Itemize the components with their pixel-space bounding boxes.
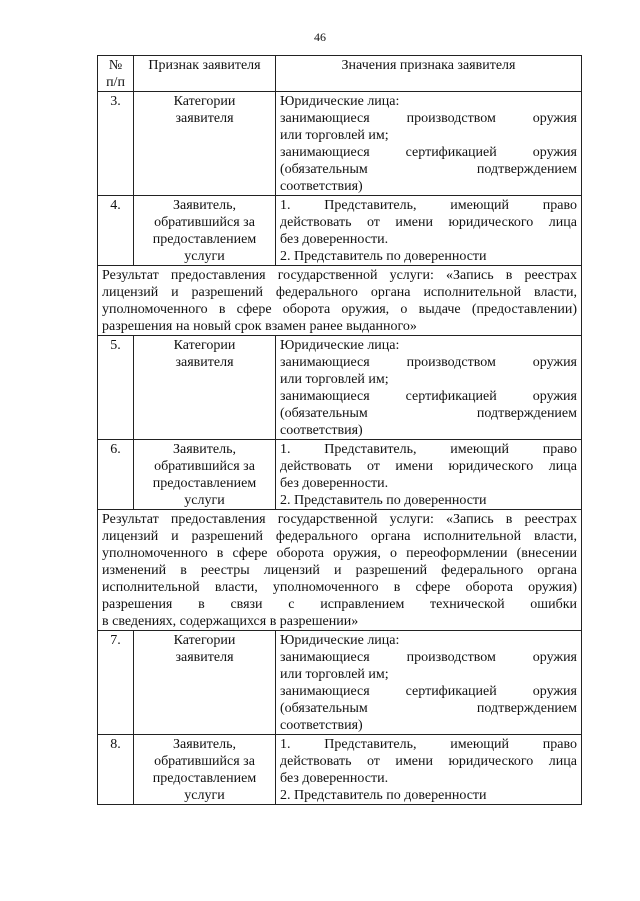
value-line: действовать от имени юридического лица (280, 215, 577, 230)
value-line: 2. Представитель по доверенности (280, 788, 487, 803)
value-line: (обязательным подтверждением (280, 162, 577, 177)
row-number: 6. (98, 440, 134, 510)
result-line: уполномоченного в сфере оборота оружия, о переоформлении (внесении (102, 546, 577, 561)
row-attribute (134, 92, 276, 196)
result-line: разрешения на новый срок взамен ранее выданного» (102, 319, 417, 334)
result-line: изменений в реестры лицензий и разрешений федерального органа (102, 563, 577, 578)
result-line: разрешения в связи с исправлением технической ошибки (102, 597, 577, 612)
header-attribute: Признак заявителя (134, 56, 276, 92)
row-number: 5. (98, 336, 134, 440)
value-line: 1. Представитель, имеющий право (280, 737, 577, 752)
result-line: в сведениях, содержащихся в разрешении» (102, 614, 359, 629)
table-row (98, 440, 582, 510)
table-row (98, 196, 582, 266)
attr-line: Заявитель, (173, 198, 236, 213)
table-row (98, 735, 582, 805)
attr-line: обратившийся за (154, 459, 255, 474)
value-line: занимающиеся производством оружия (280, 111, 577, 126)
result-row (98, 510, 582, 631)
value-line: (обязательным подтверждением (280, 701, 577, 716)
row-number: 8. (98, 735, 134, 805)
row-values (276, 196, 582, 266)
result-line: лицензий и разрешений федерального органа исполнительной власти, (102, 529, 577, 544)
row-attribute (134, 336, 276, 440)
attr-line: услуги (184, 788, 225, 803)
value-line: без доверенности. (280, 232, 389, 247)
value-line: Юридические лица: (280, 633, 400, 648)
value-line: (обязательным подтверждением (280, 406, 577, 421)
value-line: соответствия) (280, 423, 363, 438)
value-line: действовать от имени юридического лица (280, 754, 577, 769)
value-line: 1. Представитель, имеющий право (280, 442, 577, 457)
attr-line: заявителя (175, 111, 234, 126)
row-attribute (134, 196, 276, 266)
value-line: занимающиеся производством оружия (280, 650, 577, 665)
service-result-text (98, 266, 582, 336)
header-number-abbr: п/п (106, 75, 125, 90)
value-line: занимающиеся сертификацией оружия (280, 389, 577, 404)
table-header-row (98, 56, 582, 92)
table-row (98, 631, 582, 735)
result-line: лицензий и разрешений федерального органа исполнительной власти, (102, 285, 577, 300)
attr-line: предоставлением (152, 771, 257, 786)
value-line: Юридические лица: (280, 94, 400, 109)
attr-line: обратившийся за (154, 215, 255, 230)
row-values (276, 440, 582, 510)
attr-line: предоставлением (152, 232, 257, 247)
result-line: исполнительной власти, уполномоченного в сфере оборота оружия) (102, 580, 577, 595)
row-values (276, 336, 582, 440)
value-line: или торговлей им; (280, 667, 389, 682)
attr-line: предоставлением (152, 476, 257, 491)
header-number-symbol: № (108, 58, 123, 73)
attr-line: обратившийся за (154, 754, 255, 769)
value-line: занимающиеся сертификацией оружия (280, 684, 577, 699)
applicant-attributes-table (97, 55, 582, 805)
value-line: занимающиеся сертификацией оружия (280, 145, 577, 160)
table-row (98, 92, 582, 196)
header-values: Значения признака заявителя (276, 56, 582, 92)
value-line: Юридические лица: (280, 338, 400, 353)
row-attribute (134, 440, 276, 510)
attr-line: Категории (173, 633, 236, 648)
result-line: Результат предоставления государственной услуги: «Запись в реестрах (102, 512, 577, 527)
value-line: 1. Представитель, имеющий право (280, 198, 577, 213)
attr-line: Категории (173, 338, 236, 353)
result-row (98, 266, 582, 336)
value-line: 2. Представитель по доверенности (280, 493, 487, 508)
row-values (276, 735, 582, 805)
attr-line: Категории (173, 94, 236, 109)
value-line: соответствия) (280, 718, 363, 733)
service-result-text (98, 510, 582, 631)
row-number: 3. (98, 92, 134, 196)
header-number (98, 56, 134, 92)
value-line: без доверенности. (280, 476, 389, 491)
row-values (276, 631, 582, 735)
attr-line: услуги (184, 249, 225, 264)
row-attribute (134, 631, 276, 735)
attr-line: заявителя (175, 650, 234, 665)
attr-line: услуги (184, 493, 225, 508)
attr-line: заявителя (175, 355, 234, 370)
result-line: Результат предоставления государственной услуги: «Запись в реестрах (102, 268, 577, 283)
value-line: или торговлей им; (280, 372, 389, 387)
attr-line: Заявитель, (173, 442, 236, 457)
value-line: действовать от имени юридического лица (280, 459, 577, 474)
value-line: занимающиеся производством оружия (280, 355, 577, 370)
value-line: без доверенности. (280, 771, 389, 786)
row-values (276, 92, 582, 196)
table-row (98, 336, 582, 440)
row-number: 4. (98, 196, 134, 266)
value-line: соответствия) (280, 179, 363, 194)
row-number: 7. (98, 631, 134, 735)
attr-line: Заявитель, (173, 737, 236, 752)
result-line: уполномоченного в сфере оборота оружия, о выдаче (предоставлении) (102, 302, 577, 317)
value-line: или торговлей им; (280, 128, 389, 143)
row-attribute (134, 735, 276, 805)
page-number: 46 (314, 30, 326, 44)
value-line: 2. Представитель по доверенности (280, 249, 487, 264)
